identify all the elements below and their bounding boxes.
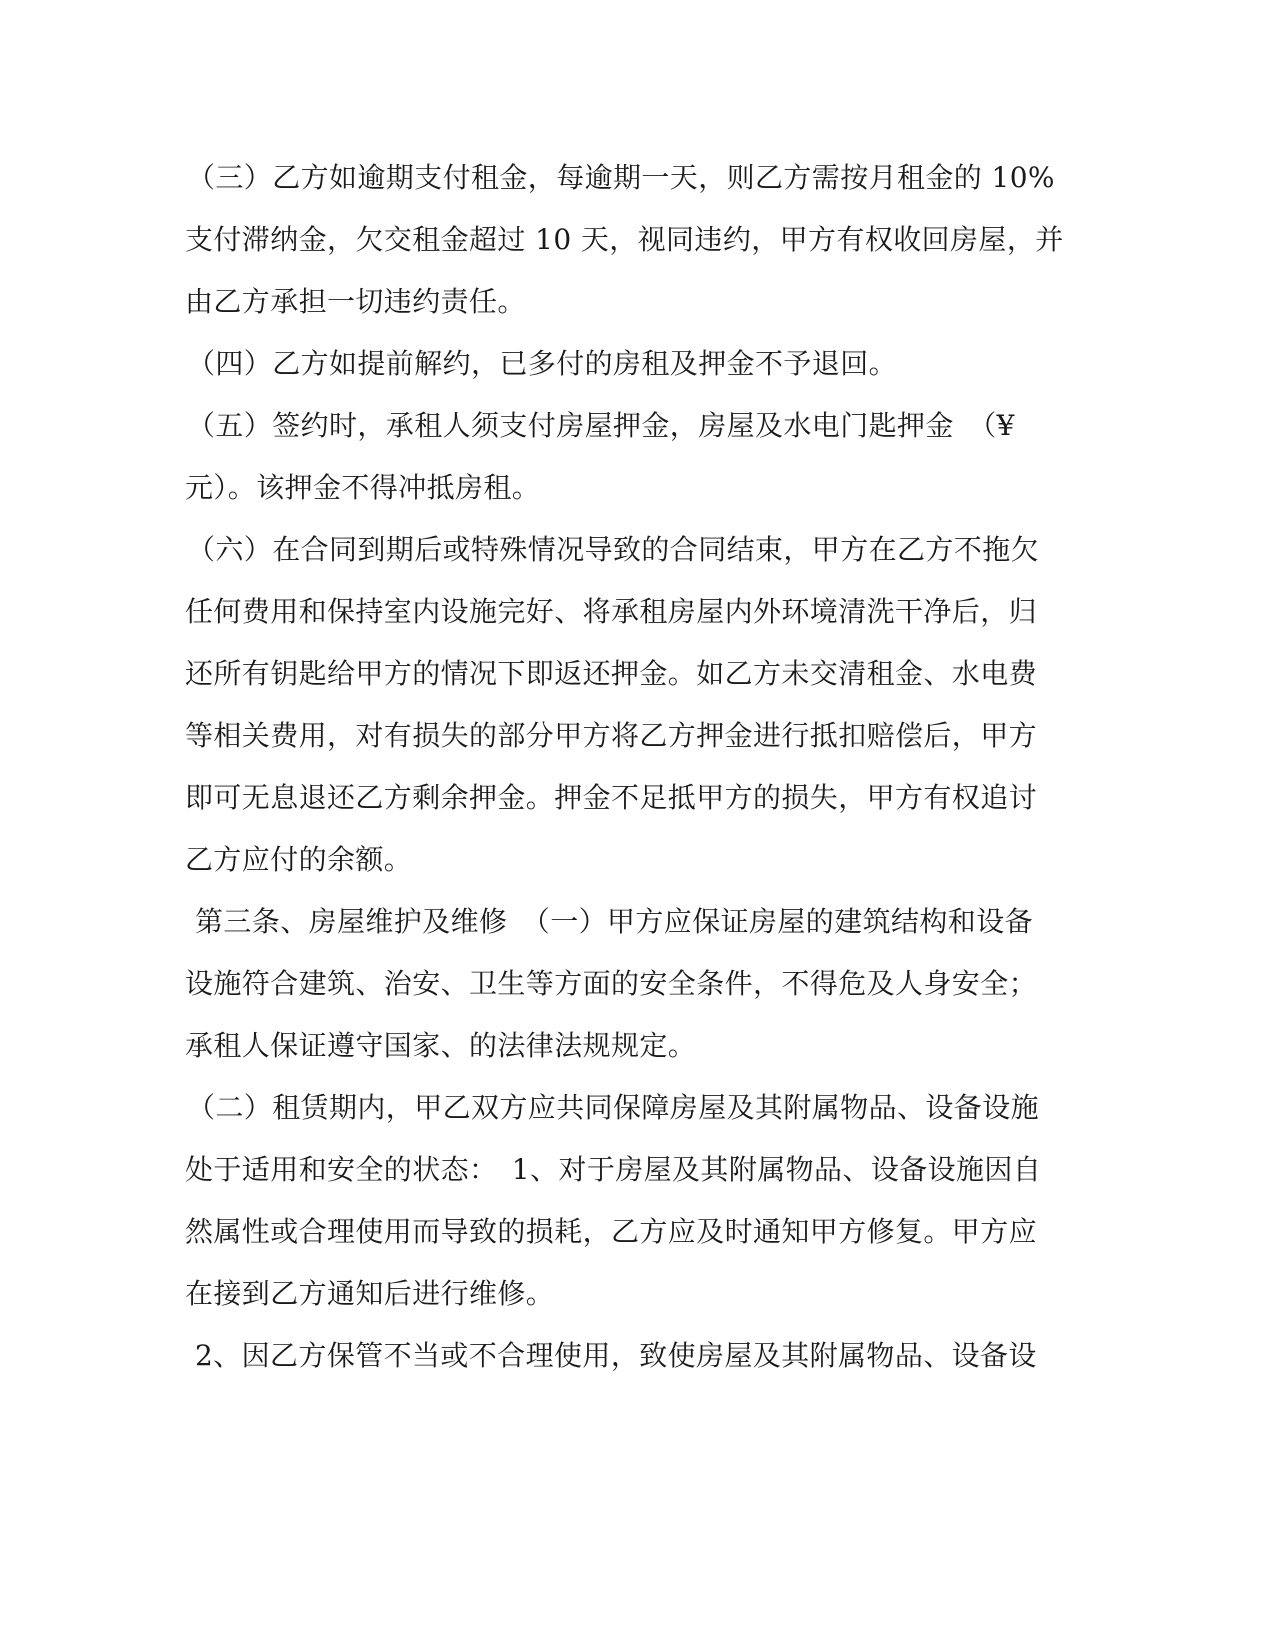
text-line: 2、因乙方保管不当或不合理使用，致使房屋及其附属物品、设备设	[195, 1339, 1037, 1372]
text-line: （六）在合同到期后或特殊情况导致的合同结束，甲方在乙方不拖欠	[187, 533, 1040, 566]
text-line: 即可无息退还乙方剩余押金。押金不足抵甲方的损失，甲方有权追讨	[185, 781, 1038, 814]
text-line: 等相关费用，对有损失的部分甲方将乙方押金进行抵扣赔偿后，甲方	[185, 719, 1038, 752]
text-line: （四）乙方如提前解约，已多付的房租及押金不予退回。	[187, 347, 898, 380]
text-line: 承租人保证遵守国家、的法律法规规定。	[185, 1029, 697, 1062]
text-line: （三）乙方如逾期支付租金，每逾期一天，则乙方需按月租金的 10%	[187, 161, 1055, 194]
text-line: 然属性或合理使用而导致的损耗，乙方应及时通知甲方修复。甲方应	[185, 1215, 1038, 1248]
text-line: 在接到乙方通知后进行维修。	[185, 1277, 555, 1310]
text-line: 任何费用和保持室内设施完好、将承租房屋内外环境清洗干净后，归	[185, 595, 1038, 628]
text-line: 乙方应付的余额。	[185, 843, 413, 876]
text-line: 还所有钥匙给甲方的情况下即返还押金。如乙方未交清租金、水电费	[185, 657, 1038, 690]
text-line: 元）。该押金不得冲抵房租。	[185, 471, 541, 504]
text-line: （五）签约时，承租人须支付房屋押金，房屋及水电门匙押金 （¥	[187, 409, 1015, 442]
text-line: （二）租赁期内，甲乙双方应共同保障房屋及其附属物品、设备设施	[187, 1091, 1040, 1124]
text-line: 由乙方承担一切违约责任。	[185, 285, 526, 318]
text-line: 设施符合建筑、治安、卫生等方面的安全条件，不得危及人身安全；	[185, 967, 1038, 1000]
text-line: 支付滞纳金，欠交租金超过 10 天，视同违约，甲方有权收回房屋，并	[185, 223, 1064, 256]
section-heading-line: 第三条、房屋维护及维修 （一）甲方应保证房屋的建筑结构和设备	[195, 905, 1034, 938]
text-line: 处于适用和安全的状态： 1、对于房屋及其附属物品、设备设施因自	[185, 1153, 1042, 1186]
